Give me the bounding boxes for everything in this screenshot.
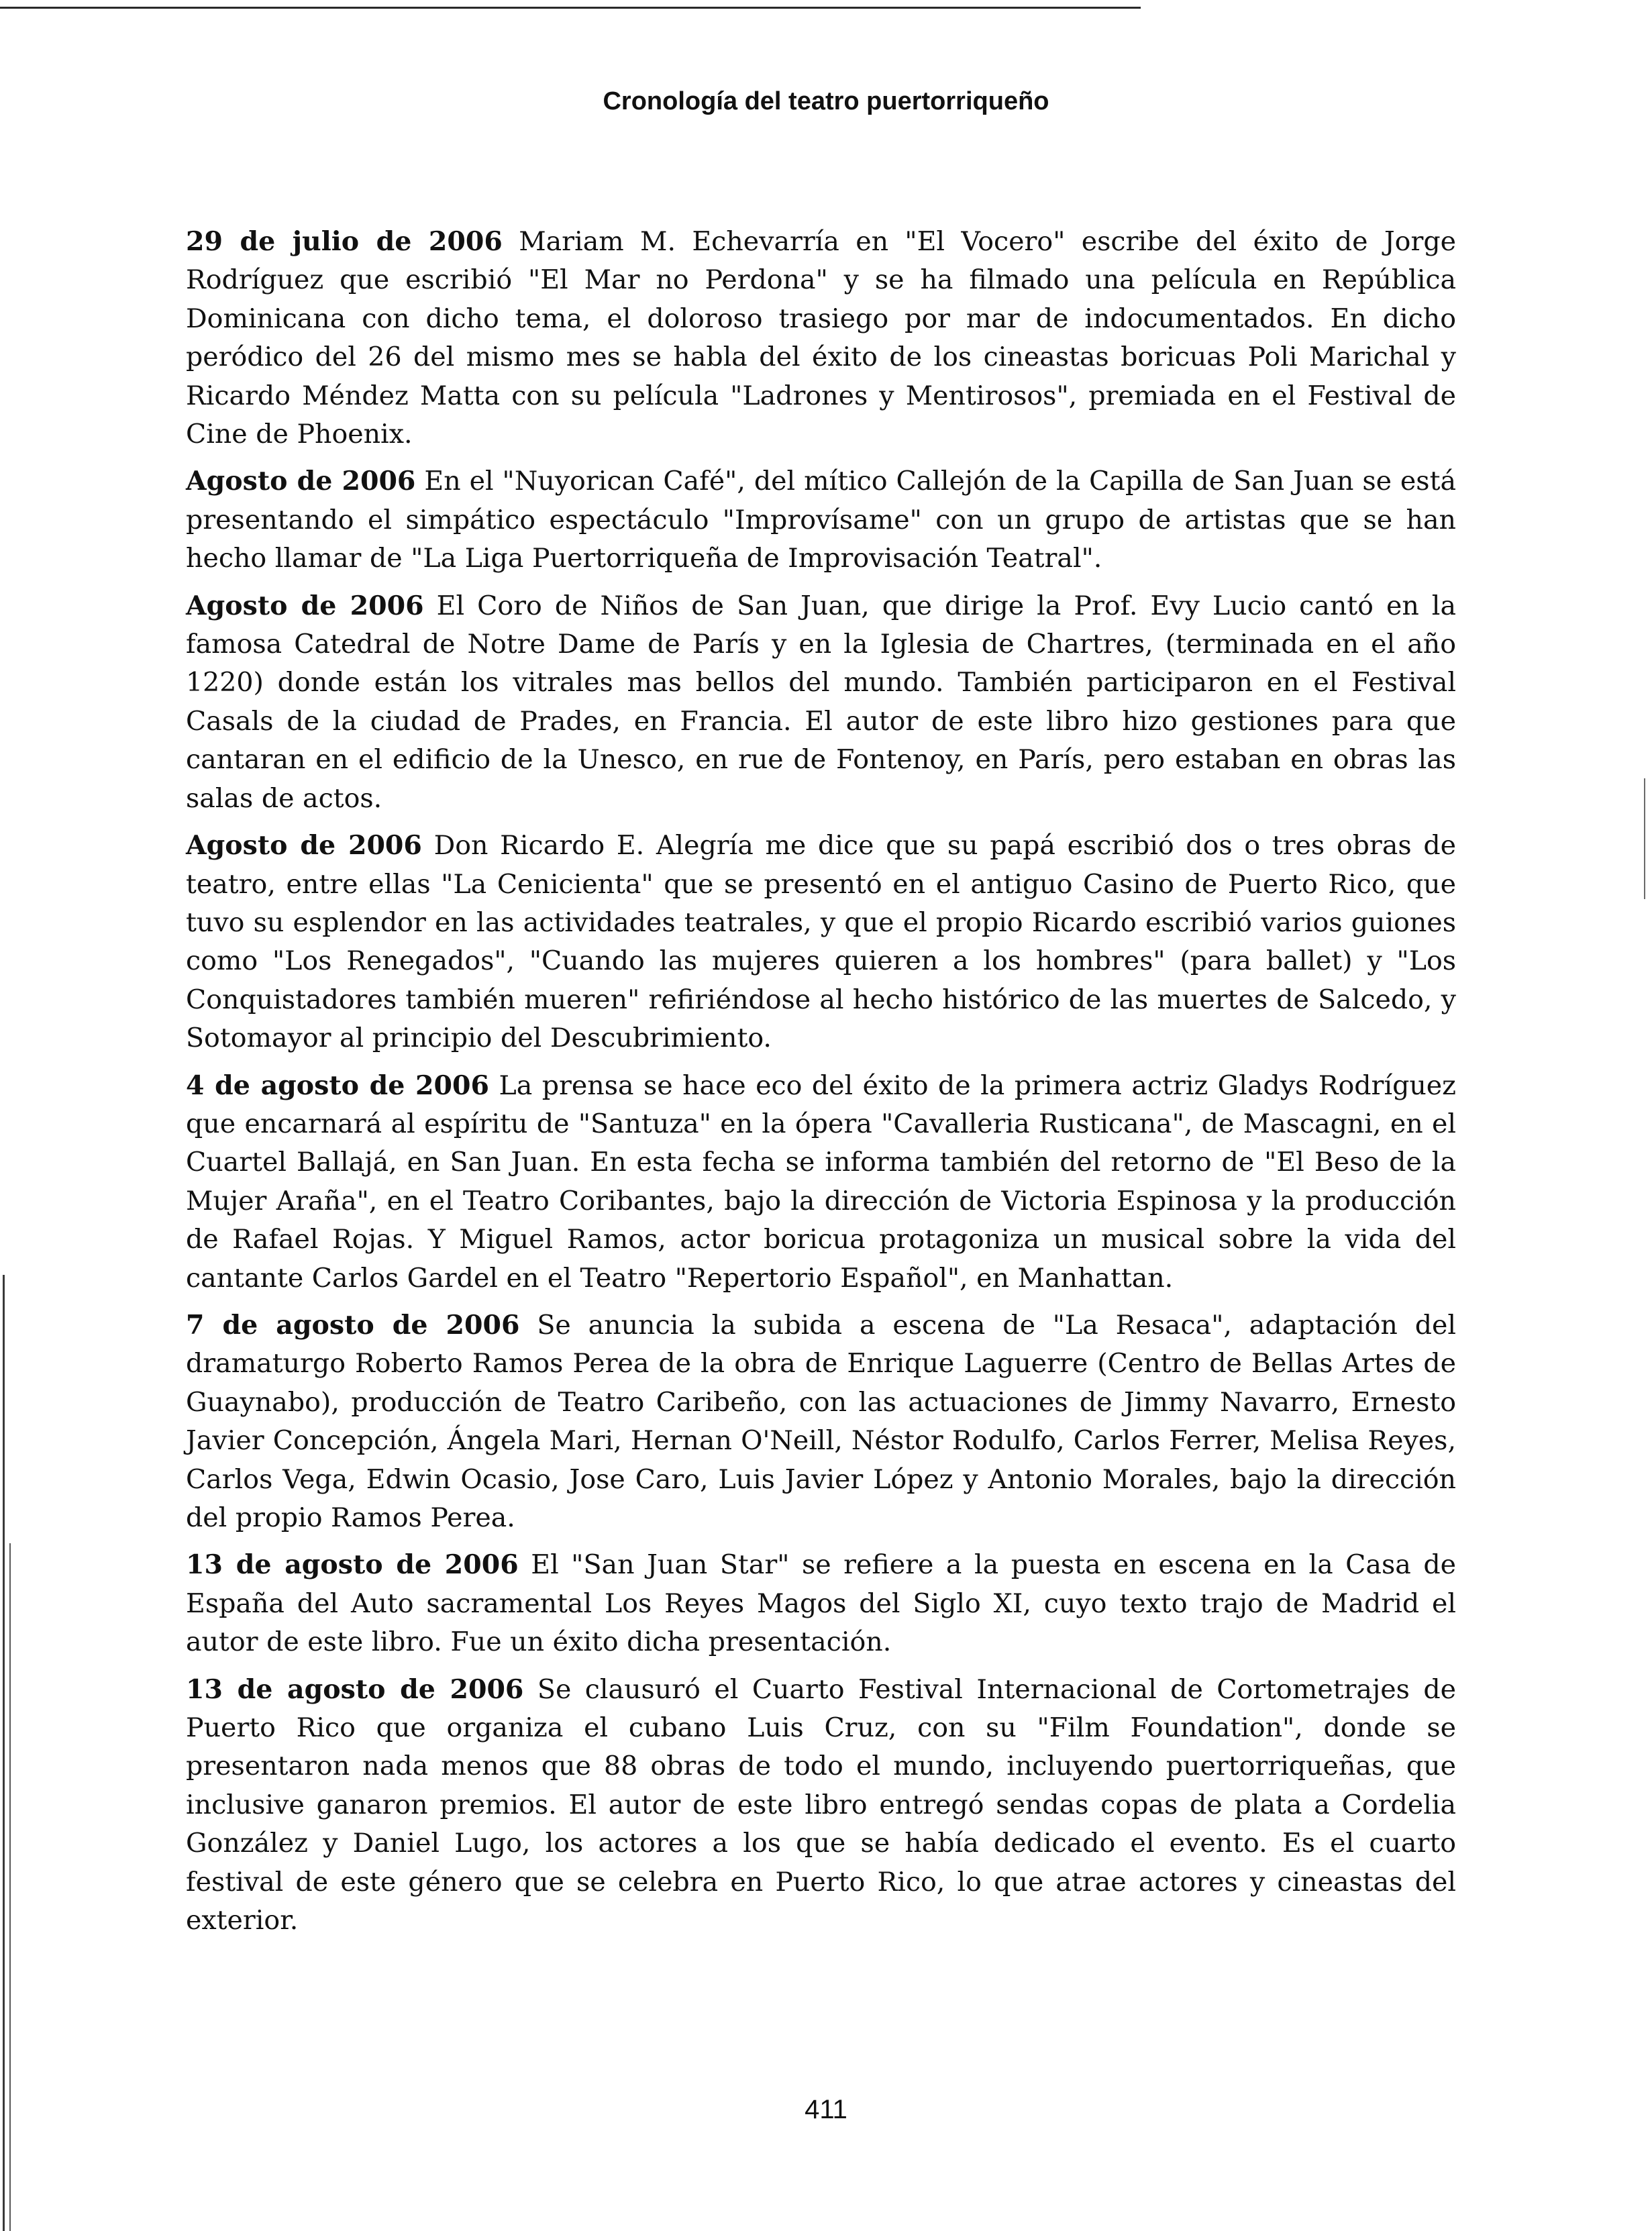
chronology-entry <box>186 1546 1456 1661</box>
chronology-entry <box>186 1306 1456 1537</box>
page-number: 411 <box>805 2095 847 2124</box>
entry-text: Se anuncia la subida a escena de "La Resaca", adaptación del dramaturgo Roberto Ramos Perea de la obra de Enrique Laguerre (Centro de Bellas Artes de Guaynabo), producción de Teatro Caribeño, con las actuaciones de Jimmy Navarro, Ernesto Javier Concepción, Ángela Mari, Hernan O'Neill, Néstor Rodulfo, Carlos Ferrer, Melisa Reyes, Carlos Vega, Edwin Ocasio, Jose Caro, Luis Javier López y Antonio Morales, bajo la dirección del propio Ramos Perea. <box>186 1309 1456 1533</box>
entry-date: 4 de agosto de 2006 <box>186 1070 489 1101</box>
entry-text: La prensa se hace eco del éxito de la primera actriz Gladys Rodríguez que encarnará al espíritu de "Santuza" en la ópera "Cavalleria Rusticana", de Mascagni, en el Cuartel Ballajá, en San Juan. En esta fecha se informa también del retorno de "El Beso de la Mujer Araña", en el Teatro Coribantes, bajo la dirección de Victoria Espinosa y la producción de Rafael Rojas. Y Miguel Ramos, actor boricua protagoniza un musical sobre la vida del cantante Carlos Gardel en el Teatro "Repertorio Español", en Manhattan. <box>186 1070 1456 1294</box>
chronology-body <box>186 223 1456 1949</box>
entry-text: El Coro de Niños de San Juan, que dirige la Prof. Evy Lucio cantó en la famosa Catedral de Notre Dame de París y en la Iglesia de Chartres, (terminada en el año 1220) donde están los vitrales mas bellos del mundo. También participaron en el Festival Casals de la ciudad de Prades, en Francia. El autor de este libro hizo gestiones para que cantaran en el edificio de la Unesco, en rue de Fontenoy, en París, pero estaban en obras las salas de actos. <box>186 590 1456 814</box>
scan-right-mark <box>1644 778 1645 899</box>
chronology-entry <box>186 223 1456 454</box>
entry-date: 29 de julio de 2006 <box>186 226 503 257</box>
entry-date: Agosto de 2006 <box>186 830 422 862</box>
entry-date: 13 de agosto de 2006 <box>186 1673 524 1705</box>
chronology-entry <box>186 827 1456 1057</box>
scan-top-border <box>0 7 1141 9</box>
entry-text: En el "Nuyorican Café", del mítico Callejón de la Capilla de San Juan se está presentando el simpático espectáculo "Improvísame" con un grupo de artistas que se han hecho llamar de "La Liga Puertorriqueña de Improvisación Teatral". <box>186 466 1456 574</box>
entry-text: Se clausuró el Cuarto Festival Internacional de Cortometrajes de Puerto Rico que organiza el cubano Luis Cruz, con su "Film Foundation", donde se presentaron nada menos que 88 obras de todo el mundo, incluyendo puertorriqueñas, que inclusive ganaron premios. El autor de este libro entregó sendas copas de plata a Cordelia González y Daniel Lugo, los actores a los que se había dedicado el evento. Es el cuarto festival de este género que se celebra en Puerto Rico, lo que atrae actores y cineastas del exterior. <box>186 1673 1456 1936</box>
entry-text: El "San Juan Star" se refiere a la puesta en escena en la Casa de España del Auto sacramental Los Reyes Magos del Siglo XI, cuyo texto trajo de Madrid el autor de este libro. Fue un éxito dicha presentación. <box>186 1549 1456 1658</box>
chronology-entry <box>186 587 1456 818</box>
entry-date: 13 de agosto de 2006 <box>186 1549 519 1581</box>
entry-text: Mariam M. Echevarría en "El Vocero" escribe del éxito de Jorge Rodríguez que escribió "El Mar no Perdona" y se ha filmado una película en República Dominicana con dicho tema, el doloroso trasiego por mar de indocumentados. En dicho peródico del 26 del mismo mes se habla del éxito de los cineastas boricuas Poli Marichal y Ricardo Méndez Matta con su película "Ladrones y Mentirosos", premiada en el Festival de Cine de Phoenix. <box>186 226 1456 450</box>
entry-date: Agosto de 2006 <box>186 466 416 497</box>
scan-left-border <box>3 1275 5 2231</box>
entry-date: 7 de agosto de 2006 <box>186 1309 520 1341</box>
chronology-entry <box>186 462 1456 578</box>
chronology-entry <box>186 1067 1456 1298</box>
scan-left-border-inner <box>9 1543 11 2231</box>
running-header: Cronología del teatro puertorriqueño <box>603 87 1049 115</box>
entry-date: Agosto de 2006 <box>186 590 424 621</box>
chronology-entry <box>186 1671 1456 1940</box>
entry-text: Don Ricardo E. Alegría me dice que su papá escribió dos o tres obras de teatro, entre ellas "La Cenicienta" que se presentó en el antiguo Casino de Puerto Rico, que tuvo su esplendor en las actividades teatrales, y que el propio Ricardo escribió varios guiones como "Los Renegados", "Cuando las mujeres quieren a los hombres" (para ballet) y "Los Conquistadores también mueren" refiriéndose al hecho histórico de las muertes de Salcedo, y Sotomayor al principio del Descubrimiento. <box>186 830 1456 1054</box>
